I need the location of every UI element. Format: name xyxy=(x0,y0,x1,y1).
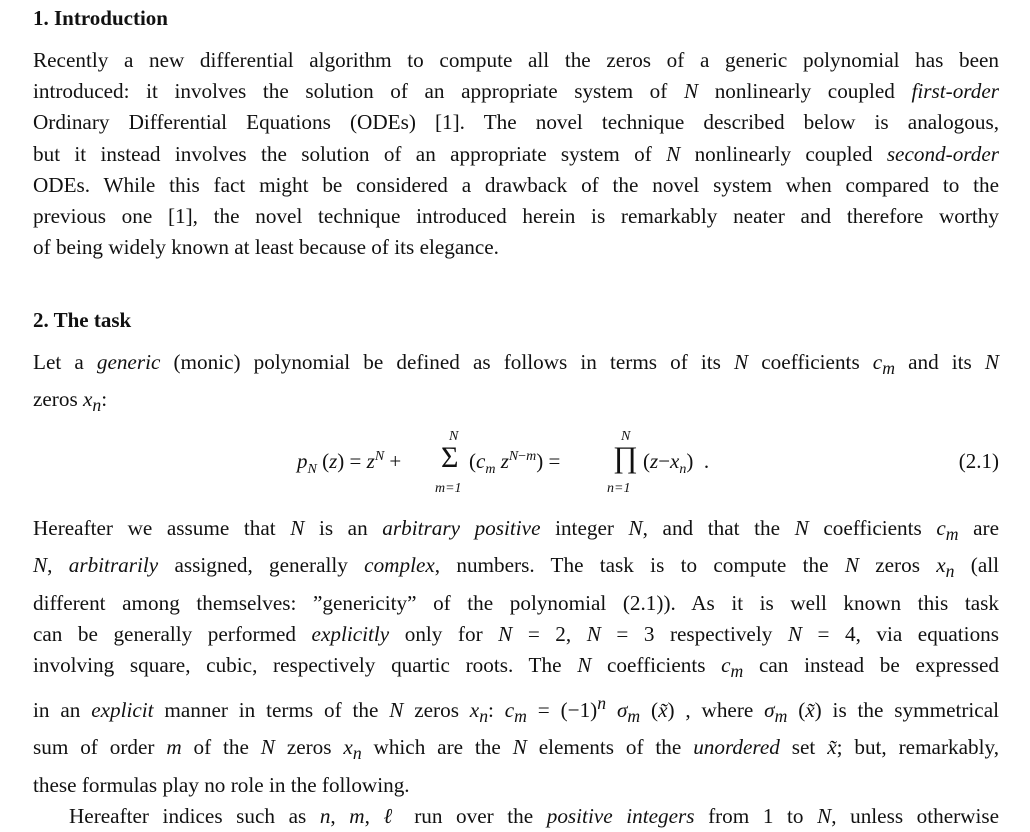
task-line-3: different among themselves: ”genericity” of the polynomial (2.1)). As it is well known this task xyxy=(33,590,999,615)
task-line-2: N, arbitrarily assigned, generally complex, numbers. The task is to compute the N zeros $x_n$ (all xyxy=(33,553,1000,582)
task-line-5: involving square, cubic, respectively quartic roots. The N coefficients $c_m$ can instead be expressed xyxy=(33,653,999,682)
intro-line-2: introduced: it involves the solution of an appropriate system of N nonlinearly coupled first-order xyxy=(33,79,999,104)
intro-line-4: but it instead involves the solution of an appropriate system of N nonlinearly coupled second-order xyxy=(33,141,999,166)
intro-line-1: Recently a new differential algorithm to compute all the zeros of a generic polynomial has been xyxy=(33,48,999,72)
task-line-4: can be generally performed explicitly only for N = 2, N = 3 respectively N = 4, via equations xyxy=(33,622,999,647)
task-line-1: Hereafter we assume that N is an arbitrary positive integer N, and that the N coefficients $c_m$ are xyxy=(33,516,1000,545)
introduction-paragraph xyxy=(33,45,999,263)
task-main-paragraph xyxy=(33,513,999,832)
task-intro-line-2: zeros $x_n$: xyxy=(33,387,108,416)
task-line-9: Hereafter indices such as n, m, ℓ run over the positive integers from 1 to N, unless otherwise xyxy=(69,803,1000,828)
equation-2-1: $p_N$ $(z) = z^N$ + N Σ m=1 ($c_m$ $z^{N-m}$) = N ∏ n=1 $(z-x_n)$ . (2.1) xyxy=(297,429,999,496)
intro-line-3: Ordinary Differential Equations (ODEs) [1]. The novel technique described below is analogous, xyxy=(33,110,999,135)
task-intro-line-1: Let a generic (monic) polynomial be defined as follows in terms of its N coefficients $c_m$ and its N xyxy=(33,350,1000,379)
task-line-6: in an explicit manner in terms of the N zeros $x_n$: $c_m = (-1)^n$ $\sigma_m$ (x̃) , where $\sigma_m$ (x̃) is the symmetrical xyxy=(33,692,999,727)
section-heading-introduction: 1. Introduction xyxy=(33,6,168,30)
intro-line-5: ODEs. While this fact might be considered a drawback of the novel system when compared to the xyxy=(33,172,999,197)
task-line-7: sum of order m of the N zeros $x_n$ which are the N elements of the unordered set x̃; but, remarkably, xyxy=(33,735,999,764)
equation-number: (2.1) xyxy=(958,449,999,473)
intro-line-6: previous one [1], the novel technique introduced herein is remarkably neater and therefore worthy xyxy=(33,204,999,229)
section-heading-task: 2. The task xyxy=(33,308,132,332)
task-line-8: these formulas play no role in the following. xyxy=(33,772,410,797)
intro-line-7: of being widely known at least because of its elegance. xyxy=(33,235,499,260)
task-intro-paragraph xyxy=(33,347,999,422)
